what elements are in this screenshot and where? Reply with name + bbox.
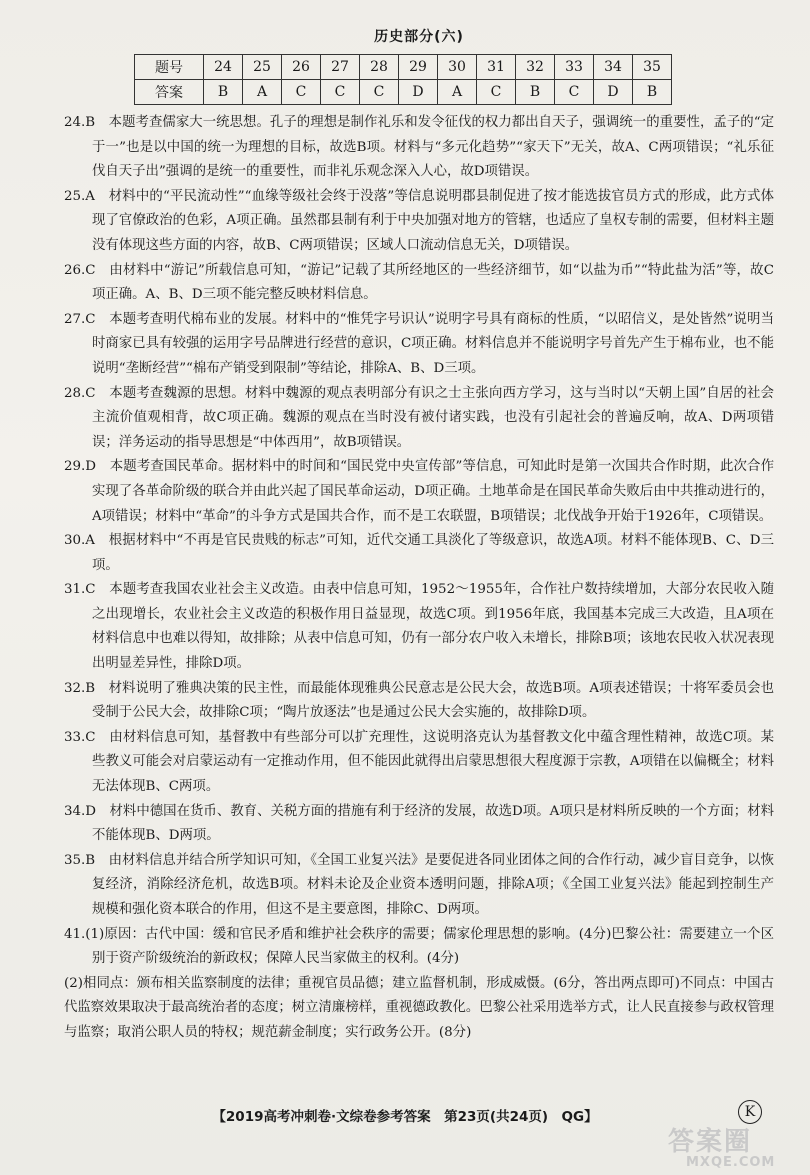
row-label-answer: 答案 <box>135 80 204 105</box>
explanation-28: 28.C 本题考查魏源的思想。材料中魏源的观点表明部分有识之士主张向西方学习，这与当时以“天朝上国”自居的社会主流价值观相背，故C项正确。魏源的观点在当时没有被付诸实践，也没有引起社会的普遍反响，故A、D两项错误；洋务运动的指导思想是“中体西用”，故B项错误。 <box>64 385 774 450</box>
explanation-25: 25.A 材料中的“平民流动性”“血缘等级社会终于没落”等信息说明郡县制促进了按才能选拔官员方式的形成，此方式体现了官僚政治的色彩，A项正确。虽然郡县制有利于中央加强对地方的管辖，也适应了皇权专制的需要，但材料主题没有体现这些方面的内容，故B、C两项错误；区域人口流动信息无关，D项错误。 <box>64 188 774 253</box>
answer-cell: C <box>282 80 321 105</box>
answer-cell: B <box>204 80 243 105</box>
answer-cell: C <box>555 80 594 105</box>
explanation-33: 33.C 由材料信息可知，基督教中有些部分可以扩充理性，这说明洛克认为基督教文化中蕴含理性精神，故选C项。某些教义可能会对启蒙运动有一定推动作用，但不能因此就得出启蒙思想很大程度源于宗教，A项错在以偏概全；材料无法体现B、C两项。 <box>64 729 774 795</box>
question-number: 30 <box>438 55 477 80</box>
question-number: 31 <box>477 55 516 80</box>
answer-cell: C <box>360 80 399 105</box>
answer-row <box>135 80 672 105</box>
explanation-41-part1: 41.(1)原因：古代中国：缓和官民矛盾和维护社会秩序的需要；儒家伦理思想的影响。(4分)巴黎公社：需要建立一个区别于资产阶级统治的新政权；保障人民当家做主的权利。(4分) <box>64 926 774 967</box>
answer-table <box>134 54 672 105</box>
answer-cell: C <box>477 80 516 105</box>
answer-cell: D <box>399 80 438 105</box>
answer-cell: D <box>594 80 633 105</box>
answer-cell: B <box>516 80 555 105</box>
question-number: 28 <box>360 55 399 80</box>
page-footer: 【2019高考冲刺卷·文综卷参考答案 第23页(共24页) QG】 <box>212 1109 598 1125</box>
answer-cell: A <box>243 80 282 105</box>
explanation-34: 34.D 材料中德国在货币、教育、关税方面的措施有利于经济的发展，故选D项。A项只是材料所反映的一个方面；材料不能体现B、D两项。 <box>64 803 774 844</box>
watermark-logo <box>668 1128 798 1172</box>
question-number: 35 <box>633 55 672 80</box>
explanation-35: 35.B 由材料信息并结合所学知识可知，《全国工业复兴法》是要促进各同业团体之间的合作行动，减少盲目竞争，以恢复经济，消除经济危机，故选B项。材料未论及企业资本透明问题，排除A项；《全国工业复兴法》能起到控制生产规模和强化资本联合的作用，但这不是主要意图，排除C、D两项。 <box>64 852 774 917</box>
question-number: 26 <box>282 55 321 80</box>
watermark-bottom: MXQE.COM <box>686 1155 776 1170</box>
answer-cell: B <box>633 80 672 105</box>
explanation-30: 30.A 根据材料中“不再是官民贵贱的标志”可知，近代交通工具淡化了等级意识，故选A项。材料不能体现B、C、D三项。 <box>64 533 774 573</box>
question-number: 33 <box>555 55 594 80</box>
answer-cell: C <box>321 80 360 105</box>
explanation-26: 26.C 由材料中“游记”所载信息可知，“游记”记载了其所经地区的一些经济细节，如“以盐为币”“特此盐为活”等，故C项正确。A、B、D三项不能完整反映材料信息。 <box>64 262 774 303</box>
explanation-24: 24.B 本题考查儒家大一统思想。孔子的理想是制作礼乐和发令征伐的权力都出自天子，强调统一的重要性，孟子的“定于一”也是以中国的统一为理想的目标，故选B项。材料与“多元化趋势”“家天下”无关，故A、C两项错误；“礼乐征伐自天子出”强调的是统一的重要性，而非礼乐观念深入人心，故D项错误。 <box>64 115 774 180</box>
explanation-29: 29.D 本题考查国民革命。据材料中的时间和“国民党中央宣传部”等信息，可知此时是第一次国共合作时期，此次合作实现了各革命阶级的联合并由此兴起了国民革命运动，D项正确。土地革命是在国民革命失败后由中共推动进行的，A项错误；材料中“革命”的斗争方式是国共合作，而不是工农联盟，B项错误；北伐战争开始于1926年，C项错误。 <box>64 459 774 524</box>
explanation-41-part2: (2)相同点：颁布相关监察制度的法律；重视官员品德；建立监督机制，形成威慑。(6分，答出两点即可)不同点：中国古代监察效果取决于最高统治者的态度；树立清廉榜样，重视德政教化。巴黎公社采用选举方式，让人民直接参与政权管理与监察；取消公职人员的特权；规范薪金制度；实行政务公开。(8分) <box>64 975 774 1040</box>
explanation-27: 27.C 本题考查明代棉布业的发展。材料中的“惟凭字号识认”说明字号具有商标的性质，“以昭信义，是处皆然”说明当时商家已具有较强的运用字号品牌进行经营的意识，C项正确。材料信息并不能说明字号首先产生于棉布业，也不能说明“垄断经营”“棉布产销受到限制”等结论，排除A、B、D三项。 <box>64 311 774 376</box>
row-label-number: 题号 <box>135 55 204 80</box>
explanation-31: 31.C 本题考查我国农业社会主义改造。由表中信息可知，1952～1955年，合作社户数持续增加，大部分农民收入随之出现增长，农业社会主义改造的积极作用日益显现，故选C项。到1956年底，我国基本完成三大改造，且A项在材料信息中也难以得知，故排除；从表中信息可知，仍有一部分农户收入未增长，排除B项；该地农民收入状况表现出明显差异性，排除D项。 <box>64 582 774 672</box>
k-circle-mark: K <box>738 1100 762 1124</box>
question-number: 29 <box>399 55 438 80</box>
question-number: 27 <box>321 55 360 80</box>
question-number: 25 <box>243 55 282 80</box>
answer-cell: A <box>438 80 477 105</box>
question-number: 34 <box>594 55 633 80</box>
explanation-32: 32.B 材料说明了雅典决策的民主性，而最能体现雅典公民意志是公民大会，故选B项。A项表述错误；十将军委员会也受制于公民大会，故排除C项；“陶片放逐法”也是通过公民大会实施的，故排除D项。 <box>64 680 774 721</box>
question-number: 24 <box>204 55 243 80</box>
question-number-row <box>135 55 672 80</box>
watermark-top: 答案圈 <box>668 1127 753 1157</box>
question-number: 32 <box>516 55 555 80</box>
page-title: 历史部分(六) <box>374 29 464 45</box>
